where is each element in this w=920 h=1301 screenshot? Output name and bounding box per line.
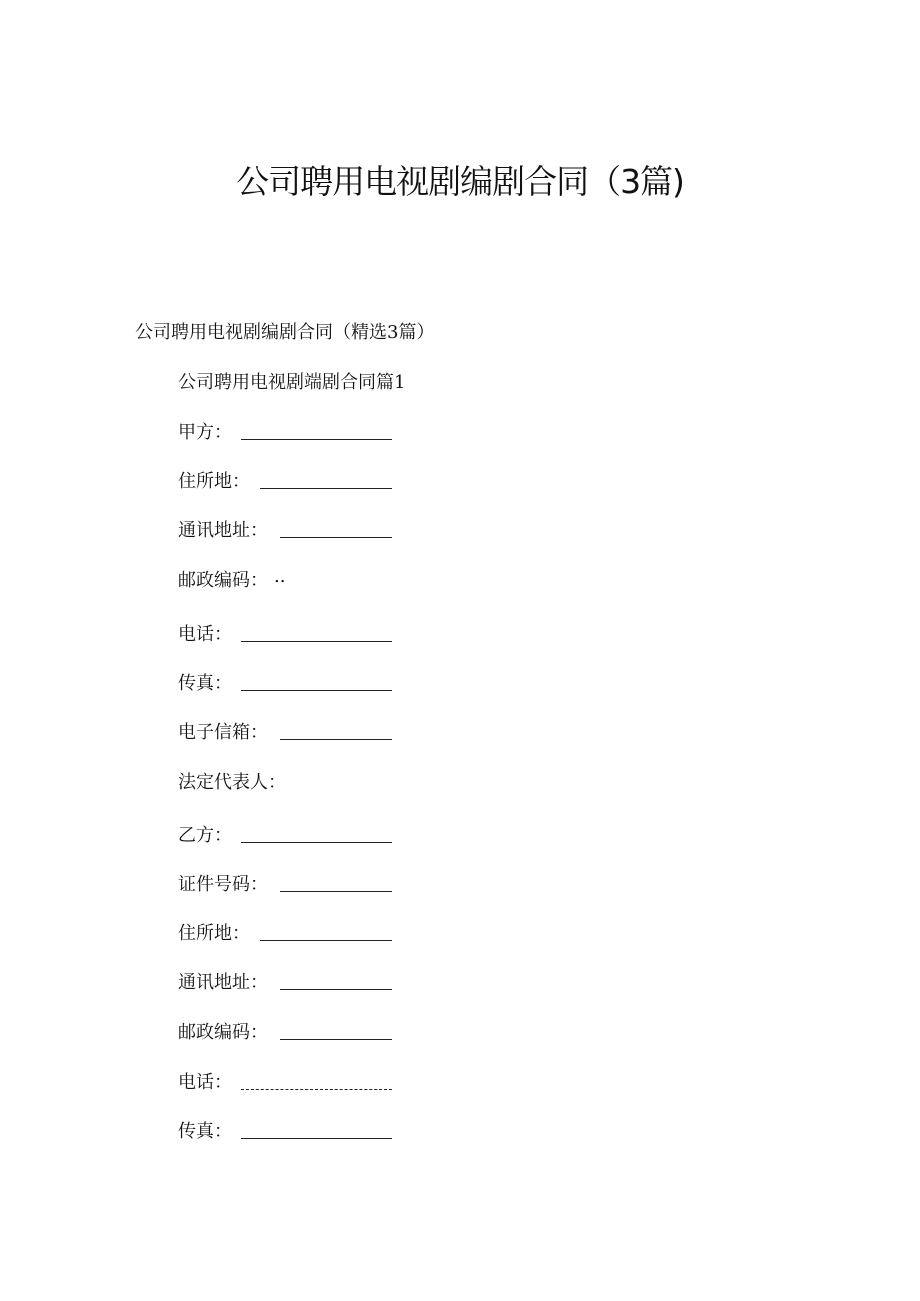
fill-in-blank-line (241, 842, 392, 843)
field-party-a-legal-representative (178, 768, 392, 794)
field-label: 通讯地址： (178, 972, 268, 993)
field-label: 电话： (178, 1072, 232, 1093)
field-party-a-postal-code (178, 566, 392, 592)
fill-in-blank-line (280, 891, 392, 892)
field-label: 乙方： (178, 825, 232, 846)
field-party-b-residence (178, 919, 392, 945)
fill-in-blank-line (241, 641, 392, 642)
field-label: 住所地： (178, 923, 250, 944)
field-label: 通讯地址： (178, 520, 268, 541)
field-label: 邮政编码： (178, 570, 268, 591)
field-label: 传真： (178, 673, 232, 694)
field-party-a-email (178, 718, 392, 744)
field-party-a-fax (178, 669, 392, 695)
fill-in-blank-line (280, 739, 392, 740)
field-party-a-residence (178, 467, 392, 493)
field-label: 证件号码： (178, 874, 268, 895)
fill-in-blank-line (260, 940, 392, 941)
fill-in-blank-line (241, 1089, 392, 1090)
field-party-b (178, 821, 392, 847)
fill-in-blank-line (280, 537, 392, 538)
fill-in-blank-line (280, 1039, 392, 1040)
field-label: 住所地： (178, 471, 250, 492)
fill-in-blank-line (241, 690, 392, 691)
document-title: 公司聘用电视剧编剧合同（3篇) (236, 162, 684, 201)
field-party-b-id-number (178, 870, 392, 896)
fill-in-blank-line (260, 488, 392, 489)
field-party-b-fax (178, 1117, 392, 1143)
field-label: 电话： (178, 624, 232, 645)
field-party-b-mailing-address (178, 968, 392, 994)
field-label: 法定代表人： (178, 772, 286, 793)
fill-in-blank-line (241, 1138, 392, 1139)
section-title: 公司聘用电视剧端剧合同篇1 (178, 372, 406, 393)
field-label: 电子信箱： (178, 722, 268, 743)
field-value: .. (274, 566, 286, 587)
field-party-a (178, 418, 392, 444)
document-subtitle: 公司聘用电视剧编剧合同（精选3篇） (135, 322, 435, 343)
field-party-a-phone (178, 620, 392, 646)
fill-in-blank-line (241, 439, 392, 440)
field-label: 甲方： (178, 422, 232, 443)
fill-in-blank-line (280, 989, 392, 990)
field-party-a-mailing-address (178, 516, 392, 542)
field-label: 传真： (178, 1121, 232, 1142)
field-label: 邮政编码： (178, 1022, 268, 1043)
field-party-b-phone (178, 1068, 392, 1094)
field-party-b-postal-code (178, 1018, 392, 1044)
